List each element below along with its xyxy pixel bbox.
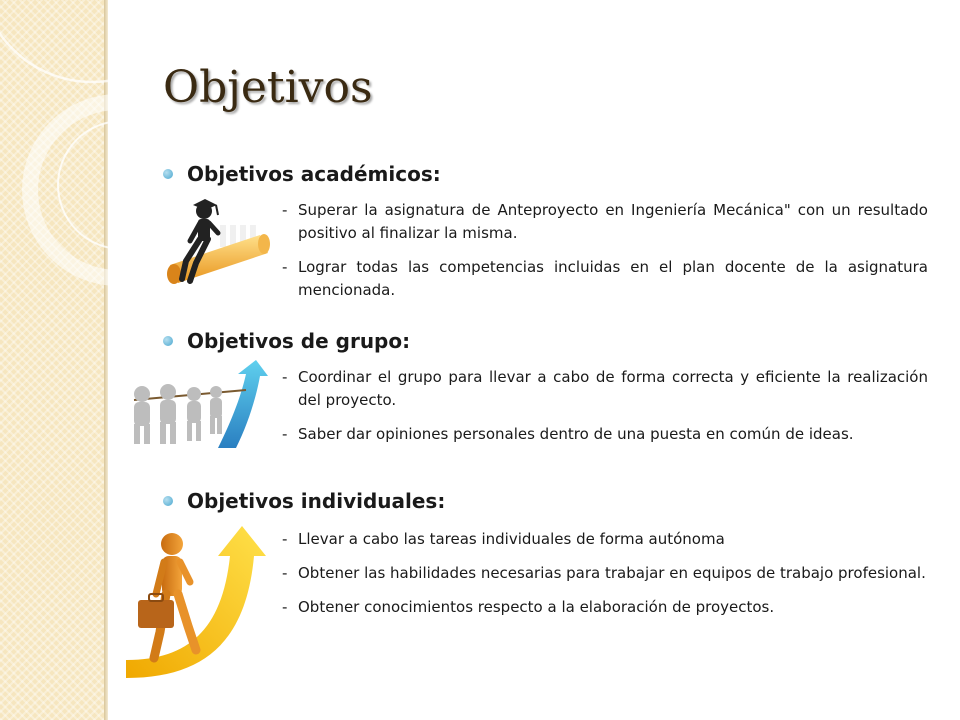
figure-climbing-arrow-image: [126, 522, 276, 678]
section-heading-text: Objetivos de grupo:: [187, 329, 411, 353]
list-item: - Lograr todas las competencias incluidas en el plan docente de la asignatura mencionada.: [278, 256, 928, 302]
section-heading-individuales: [163, 489, 445, 513]
bullet-icon: [163, 169, 173, 179]
strip-edge: [104, 0, 108, 720]
list-item: - Llevar a cabo las tareas individuales de forma autónoma: [278, 528, 928, 551]
slide-title: Objetivos: [163, 62, 373, 113]
section-heading-text: Objetivos académicos:: [187, 162, 441, 186]
list-item: - Saber dar opiniones personales dentro de una puesta en común de ideas.: [278, 423, 928, 446]
list-item: - Coordinar el grupo para llevar a cabo de forma correcta y eficiente la realización del proyecto.: [278, 366, 928, 412]
list-item: - Obtener conocimientos respecto a la elaboración de proyectos.: [278, 596, 928, 619]
bullet-icon: [163, 496, 173, 506]
list-item: - Superar la asignatura de Anteproyecto en Ingeniería Mecánica" con un resultado positivo al finalizar la misma.: [278, 199, 928, 245]
list-item: - Obtener las habilidades necesarias para trabajar en equipos de trabajo profesional.: [278, 562, 928, 585]
section-list-academicos: [278, 199, 928, 313]
section-list-grupo: [278, 366, 928, 457]
section-heading-text: Objetivos individuales:: [187, 489, 446, 513]
side-texture-strip: [0, 0, 104, 720]
section-heading-grupo: [163, 329, 410, 353]
section-heading-academicos: [163, 162, 441, 186]
team-pulling-rope-image: [120, 360, 276, 448]
bullet-icon: [163, 336, 173, 346]
section-list-individuales: [278, 528, 928, 630]
graduate-figure-on-diploma-image: [160, 195, 272, 297]
